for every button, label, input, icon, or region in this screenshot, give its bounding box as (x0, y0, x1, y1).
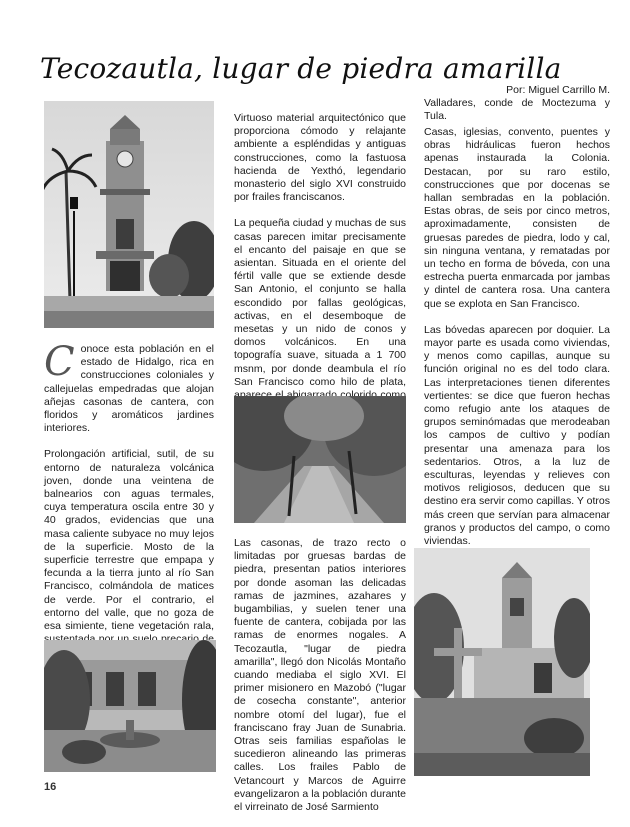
church-cross-photo (414, 548, 590, 776)
drop-cap: C (44, 339, 75, 385)
column-3-paragraph-1: Casas, iglesias, convento, puentes y obras hidráulicas fueron hechos apenas instaurada la Colonia. Destacan, por su raro estilo, construcciones que por docenas se hallan sembradas en la población. Estas obras, de seis por cinco metros, aproximadamente, consisten de gruesas paredes de piedra, lodo y cal, sin ninguna ventana, y rematadas por un techo en forma de bóveda, con una estrecha puerta enmarcada por jambas y dintel de cantera rosa. Una cantera que se explota en San Francisco. (424, 126, 610, 310)
column-3 (424, 126, 610, 561)
byline-author: Por: Miguel Carrillo M. (506, 84, 610, 96)
column-2-bottom (234, 537, 406, 827)
column-1-paragraph-1-text: onoce esta población en el estado de Hidalgo, rica en construcciones coloniales y callejuelas empedradas que alojan añejas casonas de cantera, con floridos y aromáticos jardines interiores. (44, 343, 214, 435)
byline (424, 84, 610, 123)
courtyard-fountain-photo (44, 640, 216, 772)
article-title: Tecozautla, lugar de piedra amarilla (40, 52, 562, 85)
column-1-paragraph-2: Prolongación artificial, sutil, de su entorno de naturaleza volcánica joven, donde una veintena de balnearios con aguas termales, cuya temperatura oscila entre 30 y 40 grados, evidencias que una masa caliente subyace no muy lejos de la superficie. Mosto de la superficie terrestre que empapa y fecunda a la tierra junto al río San Francisco, colmándola de matices de verde. Por el contrario, el entorno del valle, que no goza de esa simiente, tiene vegetación rala, (44, 448, 214, 633)
column-2-paragraph-3: Las casonas, de trazo recto o limitadas por gruesas bardas de piedra, presentan patios interiores por donde asoman las delicadas ramas de jazmines, azahares y bugambilias, y suelen tener una fuente de cantera, cobijada por las ramas de enormes nogales. A Tecozautla, "lugar de piedra amarilla", llegó don Nicolás Montaño cuando mediaba el siglo XVI. El primer misionero en Mazobó ("lugar de cosecha constante", anterior nombre otomí del lugar), fue el franciscano fray Juan de Sunabria. Otras seis familias españolas le sucedieron alineando las primeras calles. Los frailes Pablo de Vetancourt y Marcos de Aguirre evangelizaron a la población durante el virreinato de José Sarmiento (234, 537, 406, 814)
page-number: 16 (44, 781, 57, 793)
column-2-paragraph-1: Virtuoso material arquitectónico que proporciona cómodo y relajante ambiente a espléndidas y antiguas construcciones, como la fastuosa hacienda de Yexthó, legendario monasterio del siglo XVI construido por frailes franciscanos. (234, 112, 406, 204)
column-2-paragraph-2: La pequeña ciudad y muchas de sus casas parecen imitar precisamente el encanto del paisaje en que se asientan. Situada en el oriente del fértil valle que se extiende desde San Antonio, el conjunto se halla escondido por fallas geológicas, activas, en el desemboque de mesetas y un nido de conos y domos volcánicos. En una topografía suave, situada a 1 700 msnm, por donde deambula el río San Francisco como hilo de plata, (234, 217, 406, 388)
clock-tower-photo (44, 101, 214, 328)
cobblestone-path-photo (234, 396, 406, 523)
byline-title: Valladares, conde de Moctezuma y Tula. (424, 97, 610, 122)
column-2-top (234, 112, 406, 442)
column-3-paragraph-2: Las bóvedas aparecen por doquier. La mayor parte es usada como viviendas, y menos como capillas, aunque su función original no es del todo clara. Las interpretaciones tienen diferentes vertientes: se dice que fueron hechas como refugio ante los ataques de grupos seminómadas que merodeaban los campos de cultivo y podían presentar una amenaza para los sedentarios. Otros, a la luz de esculturas, leyendas y relieves con motivos religiosos, deducen que su destino era servir como capillas. Y otros más creen que servían para almacenar granos y productos del campo, o como viviendas. (424, 323, 610, 548)
column-1-paragraph-1 (44, 339, 214, 435)
